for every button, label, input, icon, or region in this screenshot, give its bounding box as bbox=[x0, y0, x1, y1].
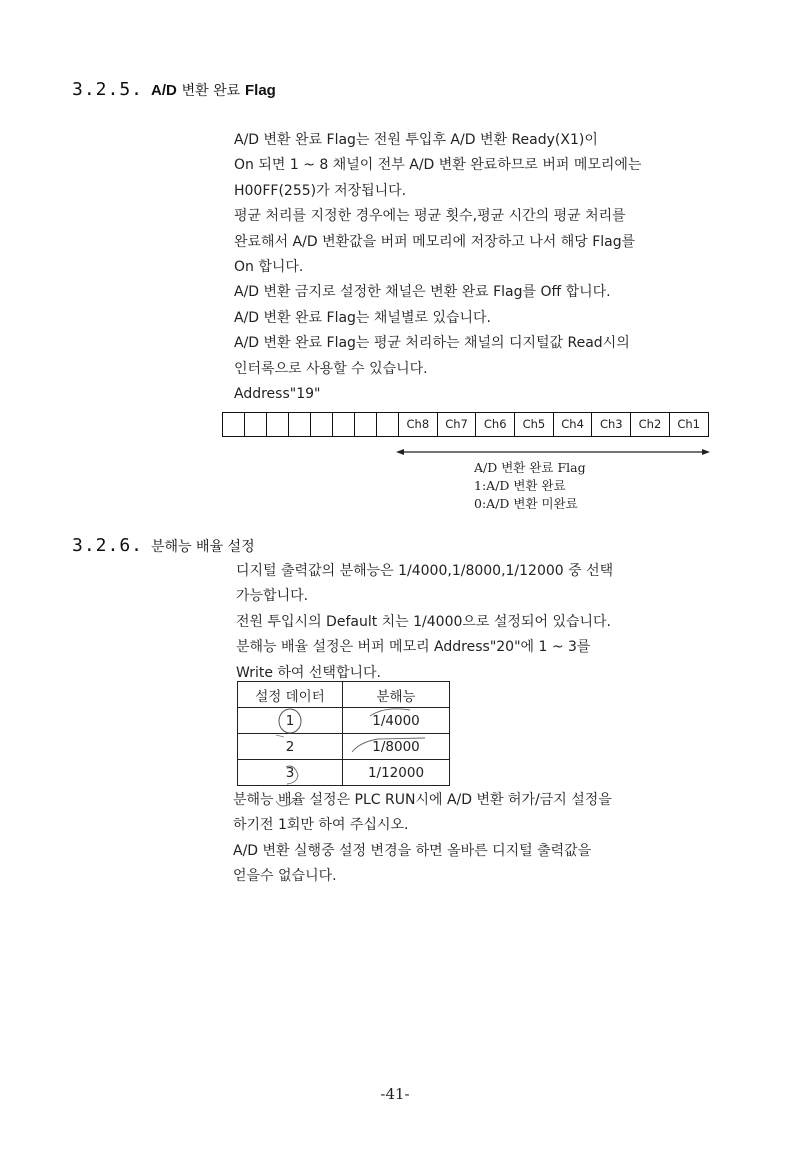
body-line: A/D 변환 완료 Flag는 전원 투입후 A/D 변환 Ready(X1)이 bbox=[234, 132, 598, 148]
table-row bbox=[238, 760, 450, 786]
register-channel-cell: Ch1 bbox=[670, 413, 709, 436]
register-channel-cell: Ch8 bbox=[399, 413, 438, 436]
page-number: -41- bbox=[380, 1085, 410, 1103]
section-326-body bbox=[236, 559, 613, 686]
register-channel-cell: Ch4 bbox=[554, 413, 593, 436]
body-line: A/D 변환 완료 Flag는 채널별로 있습니다. bbox=[234, 309, 491, 326]
table-row bbox=[238, 708, 450, 734]
legend-zero: 0:A/D 변환 미완료 bbox=[474, 496, 578, 511]
body-line: H00FF(255)가 저장됩니다. bbox=[234, 182, 407, 199]
table-cell-resolution: 1/8000 bbox=[343, 734, 450, 760]
body-line: 전원 투입시의 Default 치는 1/4000으로 설정되어 있습니다. bbox=[236, 613, 611, 630]
register-channel-cell: Ch3 bbox=[592, 413, 631, 436]
body-line: 디지털 출력값의 분해능은 1/4000,1/8000,1/12000 중 선택 bbox=[236, 563, 614, 579]
register-channel-cell: Ch7 bbox=[438, 413, 477, 436]
table-row bbox=[238, 734, 450, 760]
body-line: 얻을수 없습니다. bbox=[233, 868, 337, 885]
table-cell-setting: 1 bbox=[238, 708, 343, 734]
body-line: 분해능 배율 설정은 PLC RUN시에 A/D 변환 허가/금지 설정을 bbox=[233, 792, 612, 808]
address-label: Address"19" bbox=[234, 385, 321, 402]
body-line: A/D 변환 완료 Flag는 평균 처리하는 채널의 디지털값 Read시의 bbox=[234, 335, 630, 352]
register-bit-empty bbox=[355, 413, 377, 436]
body-line: Write 하여 선택합니다. bbox=[236, 664, 381, 681]
section-325-body bbox=[234, 128, 641, 407]
section-326-notes bbox=[233, 788, 612, 890]
section-325-number: 3.2.5. bbox=[72, 79, 144, 100]
resolution-table bbox=[237, 681, 450, 786]
section-325-title-part1: A/D bbox=[151, 82, 177, 99]
body-line: 인터록으로 사용할 수 있습니다. bbox=[234, 360, 428, 377]
section-325-heading bbox=[72, 79, 276, 100]
register-bit-empty bbox=[377, 413, 399, 436]
double-arrow-icon bbox=[396, 445, 710, 459]
body-line: 가능합니다. bbox=[236, 588, 309, 605]
body-line: 분해능 배율 설정은 버퍼 메모리 Address"20"에 1 ~ 3를 bbox=[236, 639, 591, 656]
table-header-row bbox=[238, 682, 450, 708]
table-cell-setting: 2 bbox=[238, 734, 343, 760]
table-cell-resolution: 1/12000 bbox=[343, 760, 450, 786]
table-cell-resolution: 1/4000 bbox=[343, 708, 450, 734]
register-bit-empty bbox=[289, 413, 311, 436]
body-line: A/D 변환 금지로 설정한 채널은 변환 완료 Flag를 Off 합니다. bbox=[234, 284, 611, 301]
register-channel-cell: Ch2 bbox=[631, 413, 670, 436]
legend-title: A/D 변환 완료 Flag bbox=[474, 460, 586, 475]
register-bit-empty bbox=[333, 413, 355, 436]
section-325-title-part3: Flag bbox=[244, 82, 276, 99]
body-line: 완료해서 A/D 변환값을 버퍼 메모리에 저장하고 나서 해당 Flag를 bbox=[234, 233, 636, 250]
table-header-setting-data: 설정 데이터 bbox=[238, 682, 343, 708]
register-channel-cell: Ch6 bbox=[476, 413, 515, 436]
section-326-heading bbox=[72, 535, 255, 556]
body-line: On 합니다. bbox=[234, 258, 304, 275]
table-header-resolution: 분해능 bbox=[343, 682, 450, 708]
section-326-title: 분해능 배율 설정 bbox=[151, 539, 255, 555]
section-326-number: 3.2.6. bbox=[72, 535, 144, 556]
body-line: 하기전 1회만 하여 주십시오. bbox=[233, 817, 409, 834]
register-bit-empty bbox=[245, 413, 267, 436]
body-line: A/D 변환 실행중 설정 변경을 하면 올바른 디지털 출력값을 bbox=[233, 842, 592, 859]
section-325-title-part2: 변환 완료 bbox=[181, 83, 241, 99]
register-bit-empty bbox=[267, 413, 289, 436]
body-line: 평균 처리를 지정한 경우에는 평균 횟수,평균 시간의 평균 처리를 bbox=[234, 208, 626, 225]
register-bit-empty bbox=[311, 413, 333, 436]
table-cell-setting: 3 bbox=[238, 760, 343, 786]
body-line: On 되면 1 ~ 8 채널이 전부 A/D 변환 완료하므로 버퍼 메모리에는 bbox=[234, 157, 642, 174]
bit-register bbox=[222, 412, 709, 437]
legend-one: 1:A/D 변환 완료 bbox=[474, 478, 566, 493]
register-bit-empty bbox=[223, 413, 245, 436]
register-channel-cell: Ch5 bbox=[515, 413, 554, 436]
